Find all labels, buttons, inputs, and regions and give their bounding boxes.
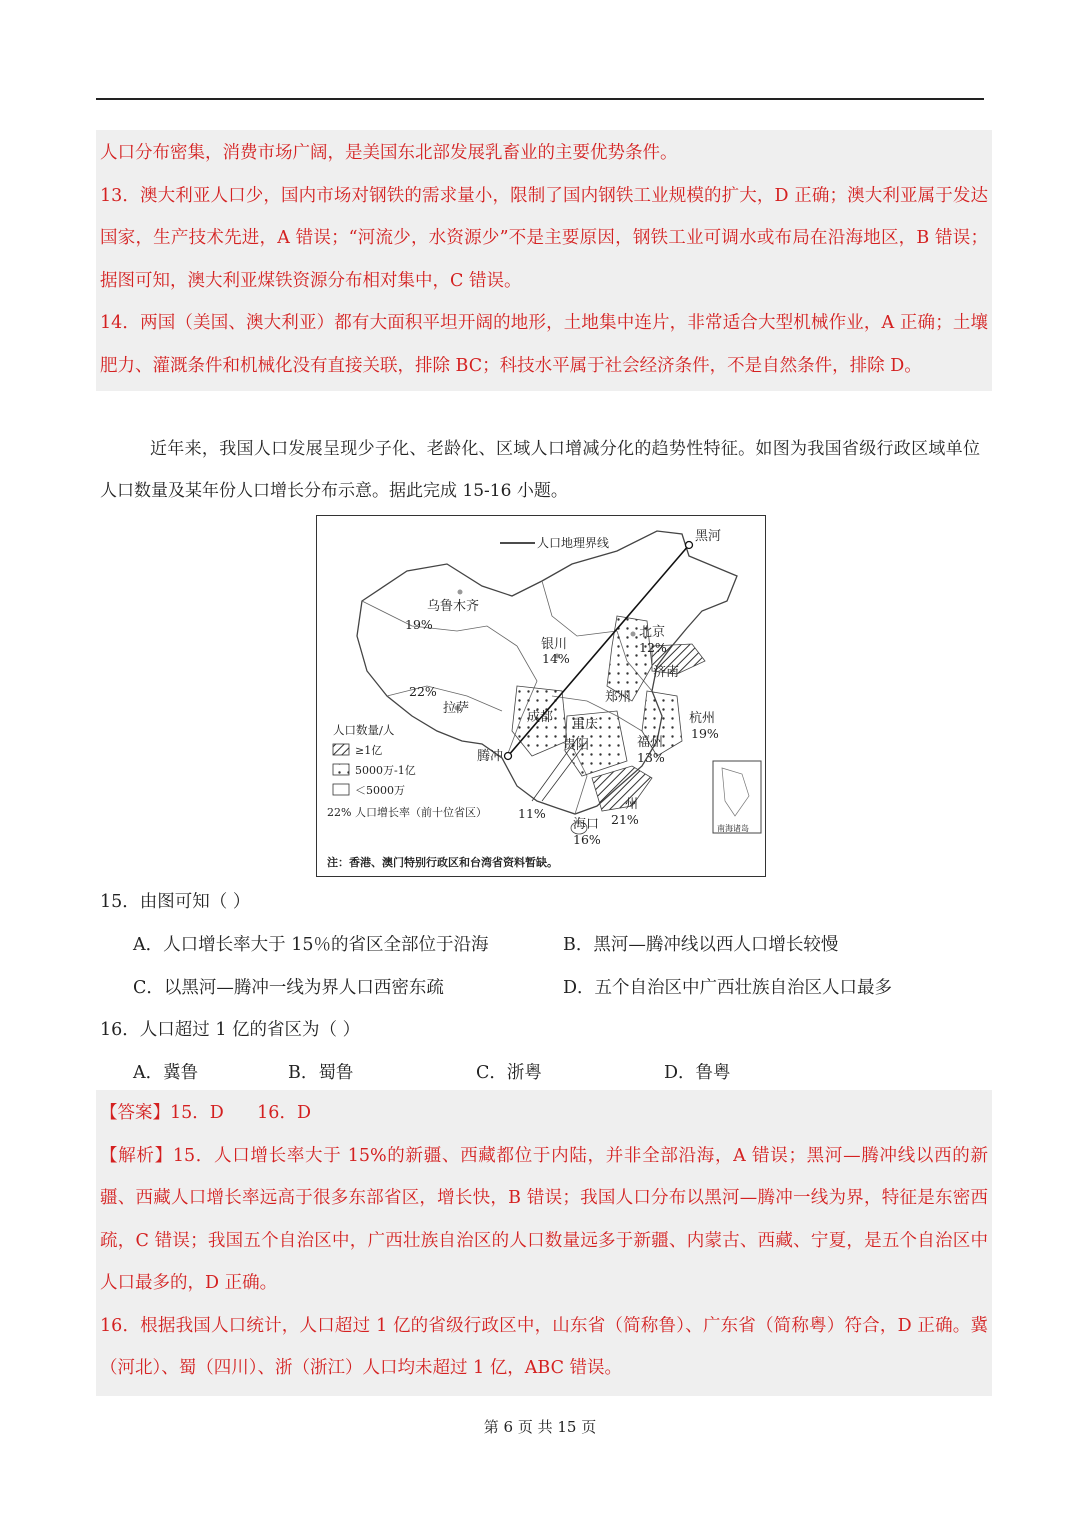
answer-box bbox=[96, 1090, 992, 1396]
q15-option-c: C．以黑河—腾冲一线为界人口西密东疏 bbox=[133, 978, 444, 998]
rate-fujian: 13% bbox=[637, 750, 665, 765]
analysis-15: 【解析】15．人口增长率大于 15%的新疆、西藏都位于内陆，并非全部沿海，A 错误；黑河—腾冲线以西的新疆、西藏人口增长率远高于很多东部省区，增长快，B 错误；我国人口分布以黑河—腾冲一线为界，特征是东密西疏，C 错误；我国五个自治区中，广西壮族自治区的人口数量远多于新疆、内蒙古、西藏、宁夏，是五个自治区中人口最多的，D 正确。 bbox=[100, 1145, 989, 1293]
city-guiyang: 贵阳 bbox=[563, 738, 590, 753]
city-chengdu: 成都 bbox=[527, 710, 554, 725]
legend-item-1: ≥1亿 bbox=[355, 744, 383, 757]
answer-tag: 【答案】 bbox=[100, 1103, 170, 1123]
rate-xinjiang: 19% bbox=[405, 617, 433, 632]
rate-beijing: 12% bbox=[639, 640, 667, 655]
city-beijing: 北京 bbox=[639, 625, 666, 640]
question-16-stem: 16．人口超过 1 亿的省区为（ ） bbox=[100, 1020, 361, 1040]
rate-guangdong: 21% bbox=[611, 812, 639, 827]
rate-hainan: 16% bbox=[573, 832, 601, 847]
legend-rate-note: 22% 人口增长率（前十位省区） bbox=[327, 806, 487, 819]
q16-option-c: C．浙粤 bbox=[476, 1063, 542, 1083]
rate-tibet: 22% bbox=[409, 684, 437, 699]
city-yinchuan: 银川 bbox=[541, 637, 568, 652]
legend-title: 人口数量/人 bbox=[333, 723, 395, 737]
rate-zhejiang: 19% bbox=[691, 726, 719, 741]
city-guangzhou: 州 bbox=[625, 797, 639, 812]
city-heihe: 黑河 bbox=[695, 529, 722, 544]
answer-text: 15．D 16．D bbox=[170, 1103, 311, 1123]
q15-option-b: B．黑河—腾冲线以西人口增长较慢 bbox=[563, 935, 839, 955]
legend-item-3: ＜5000万 bbox=[355, 784, 405, 797]
inset-label: 南海诸岛 bbox=[717, 824, 749, 833]
q16-option-b: B．蜀鲁 bbox=[288, 1063, 354, 1083]
rate-guangxi: 11% bbox=[518, 806, 546, 821]
analysis-tag: 【解析】 bbox=[100, 1145, 173, 1166]
q15-option-d: D．五个自治区中广西壮族自治区人口最多 bbox=[563, 978, 893, 998]
city-urumqi: 乌鲁木齐 bbox=[427, 599, 480, 614]
china-population-map bbox=[316, 515, 766, 877]
question-intro: 近年来，我国人口发展呈现少子化、老龄化、区域人口增减分化的趋势性特征。如图为我国省级行政区域单位人口数量及某年份人口增长分布示意。据此完成 15-16 小题。 bbox=[100, 439, 980, 501]
q16-option-a: A．冀鲁 bbox=[133, 1063, 199, 1083]
city-haikou: 海口 bbox=[573, 817, 600, 832]
map-svg bbox=[317, 516, 765, 876]
city-tengchong: 腾冲 bbox=[477, 749, 504, 764]
explanation-box-top bbox=[96, 130, 992, 391]
city-lhasa: 拉萨 bbox=[443, 701, 470, 716]
header-rule bbox=[96, 98, 984, 100]
map-note: 注：香港、澳门特别行政区和台湾省资料暂缺。 bbox=[327, 856, 558, 869]
city-zhengzhou: 郑州 bbox=[605, 690, 632, 705]
rate-ningxia: 14% bbox=[542, 651, 570, 666]
explanation-13: 13．澳大利亚人口少，国内市场对钢铁的需求量小，限制了国内钢铁工业规模的扩大，D 正确；澳大利亚属于发达国家，生产技术先进，A 错误；“河流少，水资源少”不是主要原因，钢铁工业可调水或布局在沿海地区，B 错误；据图可知，澳大利亚煤铁资源分布相对集中，C 错误。 bbox=[100, 185, 988, 291]
page-footer: 第 6 页 共 15 页 bbox=[483, 1418, 597, 1436]
answer-line bbox=[100, 1092, 988, 1135]
city-chongqing: 重庆 bbox=[572, 717, 599, 732]
city-hangzhou: 杭州 bbox=[689, 711, 716, 726]
question-15-stem: 15．由图可知（ ） bbox=[100, 892, 251, 912]
south-sea-inset bbox=[713, 761, 761, 833]
analysis-16: 16．根据我国人口统计，人口超过 1 亿的省级行政区中，山东省（简称鲁）、广东省（简称粤）符合，D 正确。冀（河北）、蜀（四川）、浙（浙江）人口均未超过 1 亿，ABC 错误。 bbox=[100, 1315, 988, 1378]
q15-option-a: A．人口增长率大于 15％的省区全部位于沿海 bbox=[133, 935, 489, 955]
city-jinan: 济南 bbox=[653, 665, 680, 680]
explanation-14: 14．两国（美国、澳大利亚）都有大面积平坦开阔的地形，土地集中连片，非常适合大型机械作业，A 正确；土壤肥力、灌溉条件和机械化没有直接关联，排除 BC；科技水平属于社会经济条件，不是自然条件，排除 D。 bbox=[100, 313, 988, 376]
city-fuzhou: 福州 bbox=[637, 735, 664, 750]
explanation-line: 人口分布密集，消费市场广阔，是美国东北部发展乳畜业的主要优势条件。 bbox=[100, 143, 678, 163]
line-legend-label: 人口地理界线 bbox=[537, 536, 610, 550]
legend-item-2: 5000万-1亿 bbox=[355, 764, 416, 777]
q16-option-d: D．鲁粤 bbox=[664, 1063, 731, 1083]
